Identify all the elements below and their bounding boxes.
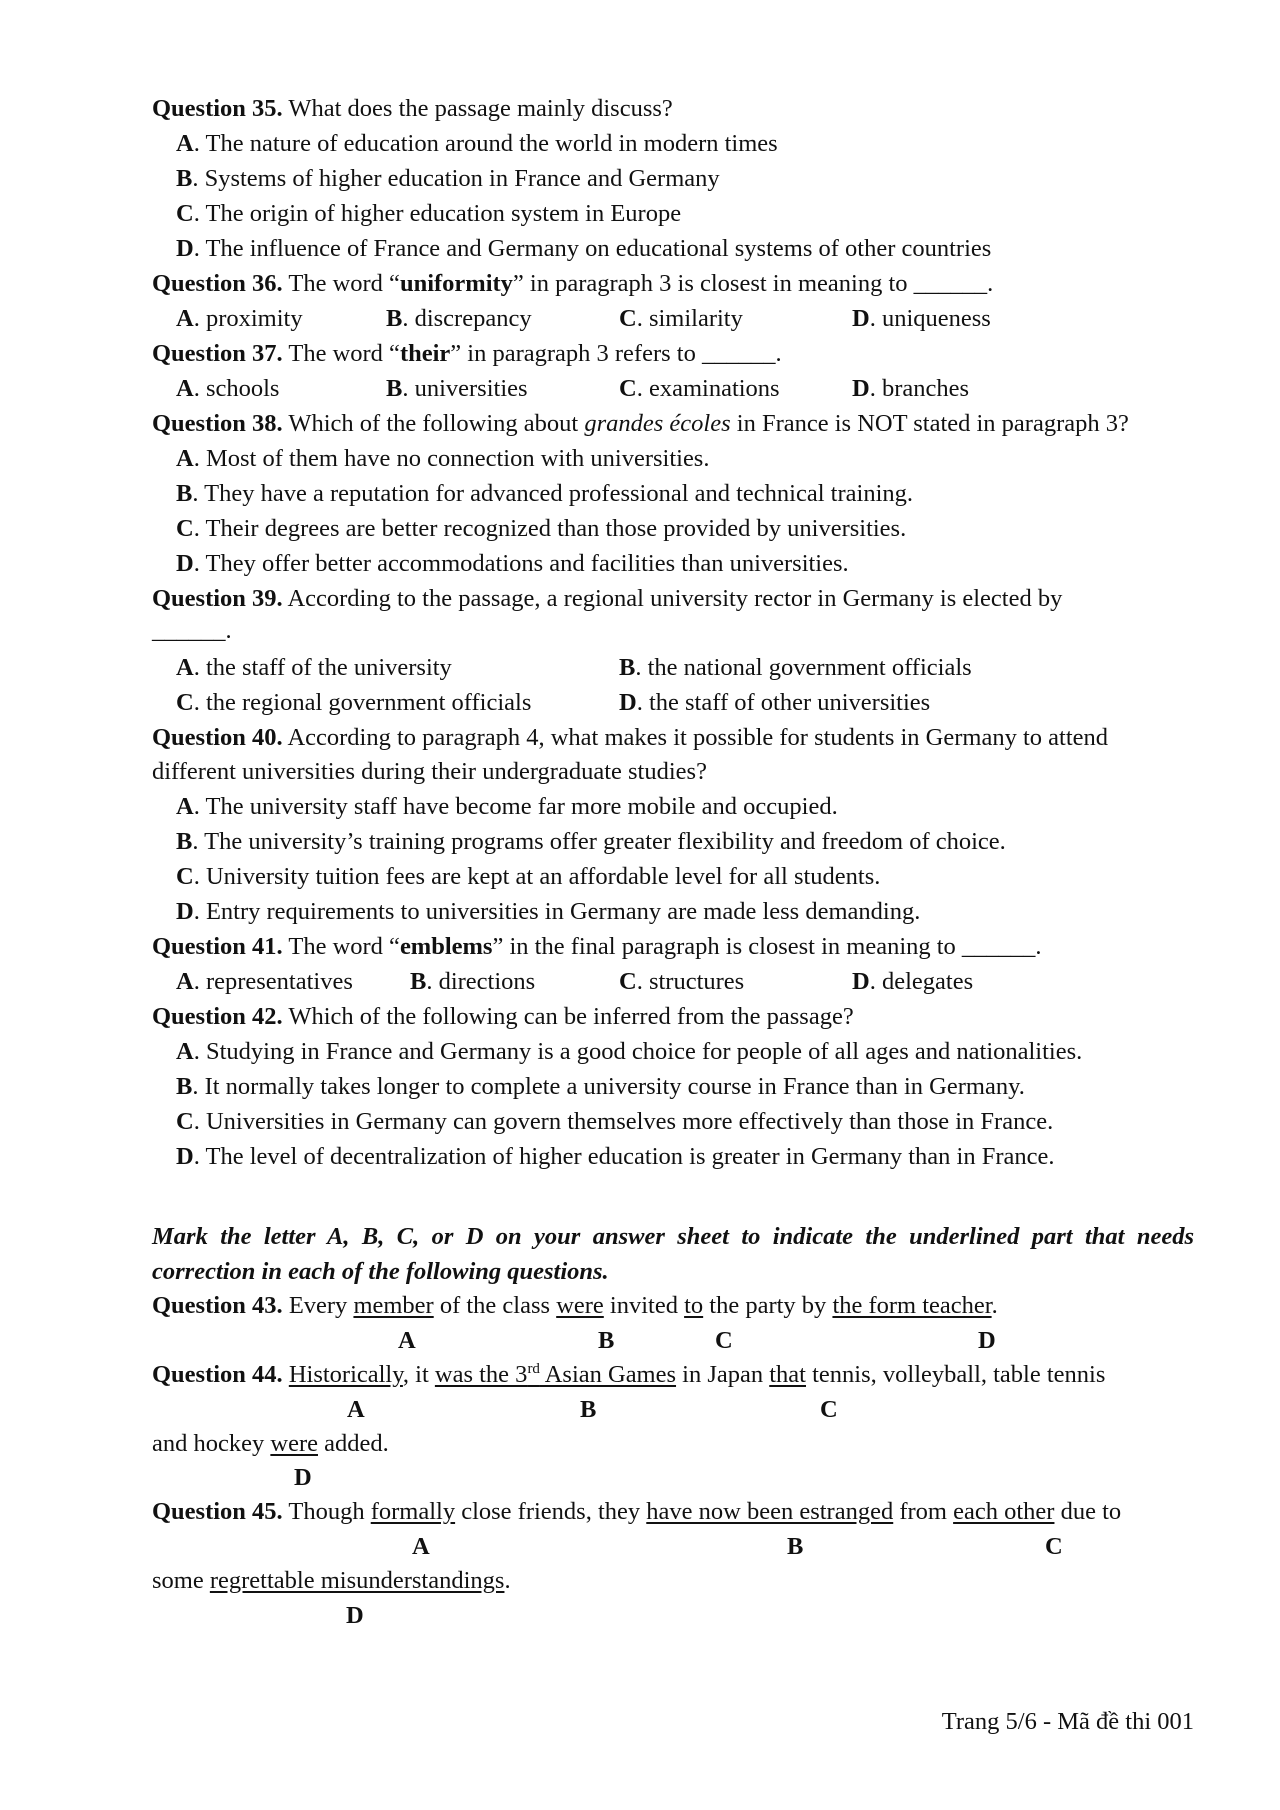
q37-option-c: C. examinations — [619, 375, 780, 402]
q45-underlined-b: have now been estranged — [646, 1498, 894, 1525]
q35-option-b: B. Systems of higher education in France and Germany — [176, 165, 720, 192]
question-44-sentence-line2: and hockey were added. — [152, 1430, 389, 1457]
q45-underlined-a: formally — [370, 1498, 456, 1525]
q40-option-a: A. The university staff have become far more mobile and occupied. — [176, 793, 838, 820]
q38-option-c: C. Their degrees are better recognized than those provided by universities. — [176, 515, 907, 542]
q43-underlined-d: the form teacher — [832, 1292, 992, 1319]
q40-option-d: D. Entry requirements to universities in Germany are made less demanding. — [176, 898, 921, 925]
question-40-stem-line2: different universities during their undergraduate studies? — [152, 758, 707, 785]
q40-option-b: B. The university’s training programs offer greater flexibility and freedom of choice. — [176, 828, 1006, 855]
q44-letter-b: B — [580, 1396, 597, 1423]
q42-option-b: B. It normally takes longer to complete a university course in France than in Germany. — [176, 1073, 1025, 1100]
q45-underlined-c: each other — [953, 1498, 1055, 1525]
q44-letter-c: C — [820, 1396, 838, 1423]
q45-letter-d: D — [346, 1602, 364, 1629]
q43-letter-d: D — [978, 1327, 996, 1354]
q43-letter-a: A — [398, 1327, 416, 1354]
question-41-stem: Question 41. The word “emblems” in the final paragraph is closest in meaning to ______. — [152, 933, 1042, 960]
q45-underlined-d: regrettable misunderstandings — [209, 1567, 505, 1594]
q35-option-c: C. The origin of higher education system in Europe — [176, 200, 682, 227]
q41-option-c: C. structures — [619, 968, 745, 995]
q44-underlined-d: were — [270, 1430, 318, 1457]
question-44-sentence: Question 44. Historically, it was the 3rd Asian Games in Japan that tennis, volleyball, table tennis — [152, 1360, 1106, 1388]
q44-underlined-c: that — [769, 1361, 806, 1388]
q43-letter-c: C — [715, 1327, 733, 1354]
q41-option-d: D. delegates — [852, 968, 974, 995]
q41-option-a: A. representatives — [176, 968, 353, 995]
q36-option-d: D. uniqueness — [852, 305, 991, 332]
q43-underlined-a: member — [353, 1292, 434, 1319]
question-42-stem: Question 42. Which of the following can be inferred from the passage? — [152, 1003, 854, 1030]
q35-option-a: A. The nature of education around the world in modern times — [176, 130, 778, 157]
section-instruction-line1: Mark the letter A, B, C, or D on your answer sheet to indicate the underlined part that needs — [152, 1223, 1194, 1250]
q38-option-a: A. Most of them have no connection with universities. — [176, 445, 710, 472]
q37-option-d: D. branches — [852, 375, 970, 402]
question-39-stem: Question 39. According to the passage, a regional university rector in Germany is elected by — [152, 585, 1063, 612]
q35-option-d: D. The influence of France and Germany on educational systems of other countries — [176, 235, 992, 262]
q40-option-c: C. University tuition fees are kept at an affordable level for all students. — [176, 863, 881, 890]
q42-option-d: D. The level of decentralization of higher education is greater in Germany than in France. — [176, 1143, 1055, 1170]
page-footer: Trang 5/6 - Mã đề thi 001 — [941, 1708, 1194, 1735]
question-40-stem: Question 40. According to paragraph 4, what makes it possible for students in Germany to attend — [152, 724, 1109, 751]
q39-option-c: C. the regional government officials — [176, 689, 532, 716]
question-37-stem: Question 37. The word “their” in paragraph 3 refers to ______. — [152, 340, 782, 367]
question-35-stem: Question 35. What does the passage mainly discuss? — [152, 95, 673, 122]
question-39-stem-blank: ______. — [152, 617, 232, 644]
section-instruction-line2: correction in each of the following questions. — [152, 1258, 609, 1285]
q38-option-d: D. They offer better accommodations and facilities than universities. — [176, 550, 849, 577]
question-45-sentence-line2: some regrettable misunderstandings. — [152, 1567, 511, 1594]
question-36-stem: Question 36. The word “uniformity” in paragraph 3 is closest in meaning to ______. — [152, 270, 994, 297]
q39-option-a: A. the staff of the university — [176, 654, 452, 681]
q42-option-a: A. Studying in France and Germany is a good choice for people of all ages and nationalities. — [176, 1038, 1083, 1065]
q45-letter-c: C — [1045, 1533, 1063, 1560]
q45-letter-b: B — [787, 1533, 804, 1560]
q38-option-b: B. They have a reputation for advanced professional and technical training. — [176, 480, 914, 507]
q43-letter-b: B — [598, 1327, 615, 1354]
q43-underlined-c: to — [684, 1292, 704, 1319]
q36-option-a: A. proximity — [176, 305, 303, 332]
q37-option-b: B. universities — [386, 375, 528, 402]
q42-option-c: C. Universities in Germany can govern themselves more effectively than those in France. — [176, 1108, 1054, 1135]
q39-option-d: D. the staff of other universities — [619, 689, 931, 716]
q43-underlined-b: were — [556, 1292, 604, 1319]
q36-option-b: B. discrepancy — [386, 305, 532, 332]
q44-underlined-a: Historically — [288, 1361, 403, 1388]
q36-option-c: C. similarity — [619, 305, 743, 332]
question-43-sentence: Question 43. Every member of the class were invited to the party by the form teacher. — [152, 1292, 998, 1319]
question-38-stem: Question 38. Which of the following about grandes écoles in France is NOT stated in paragraph 3? — [152, 410, 1129, 437]
question-45-sentence: Question 45. Though formally close friends, they have now been estranged from each other due to — [152, 1498, 1122, 1525]
q45-letter-a: A — [412, 1533, 430, 1560]
q44-letter-d: D — [294, 1464, 312, 1491]
q39-option-b: B. the national government officials — [619, 654, 972, 681]
q44-underlined-b: was the 3rd Asian Games — [434, 1360, 677, 1388]
q41-option-b: B. directions — [410, 968, 536, 995]
q44-letter-a: A — [347, 1396, 365, 1423]
q37-option-a: A. schools — [176, 375, 280, 402]
